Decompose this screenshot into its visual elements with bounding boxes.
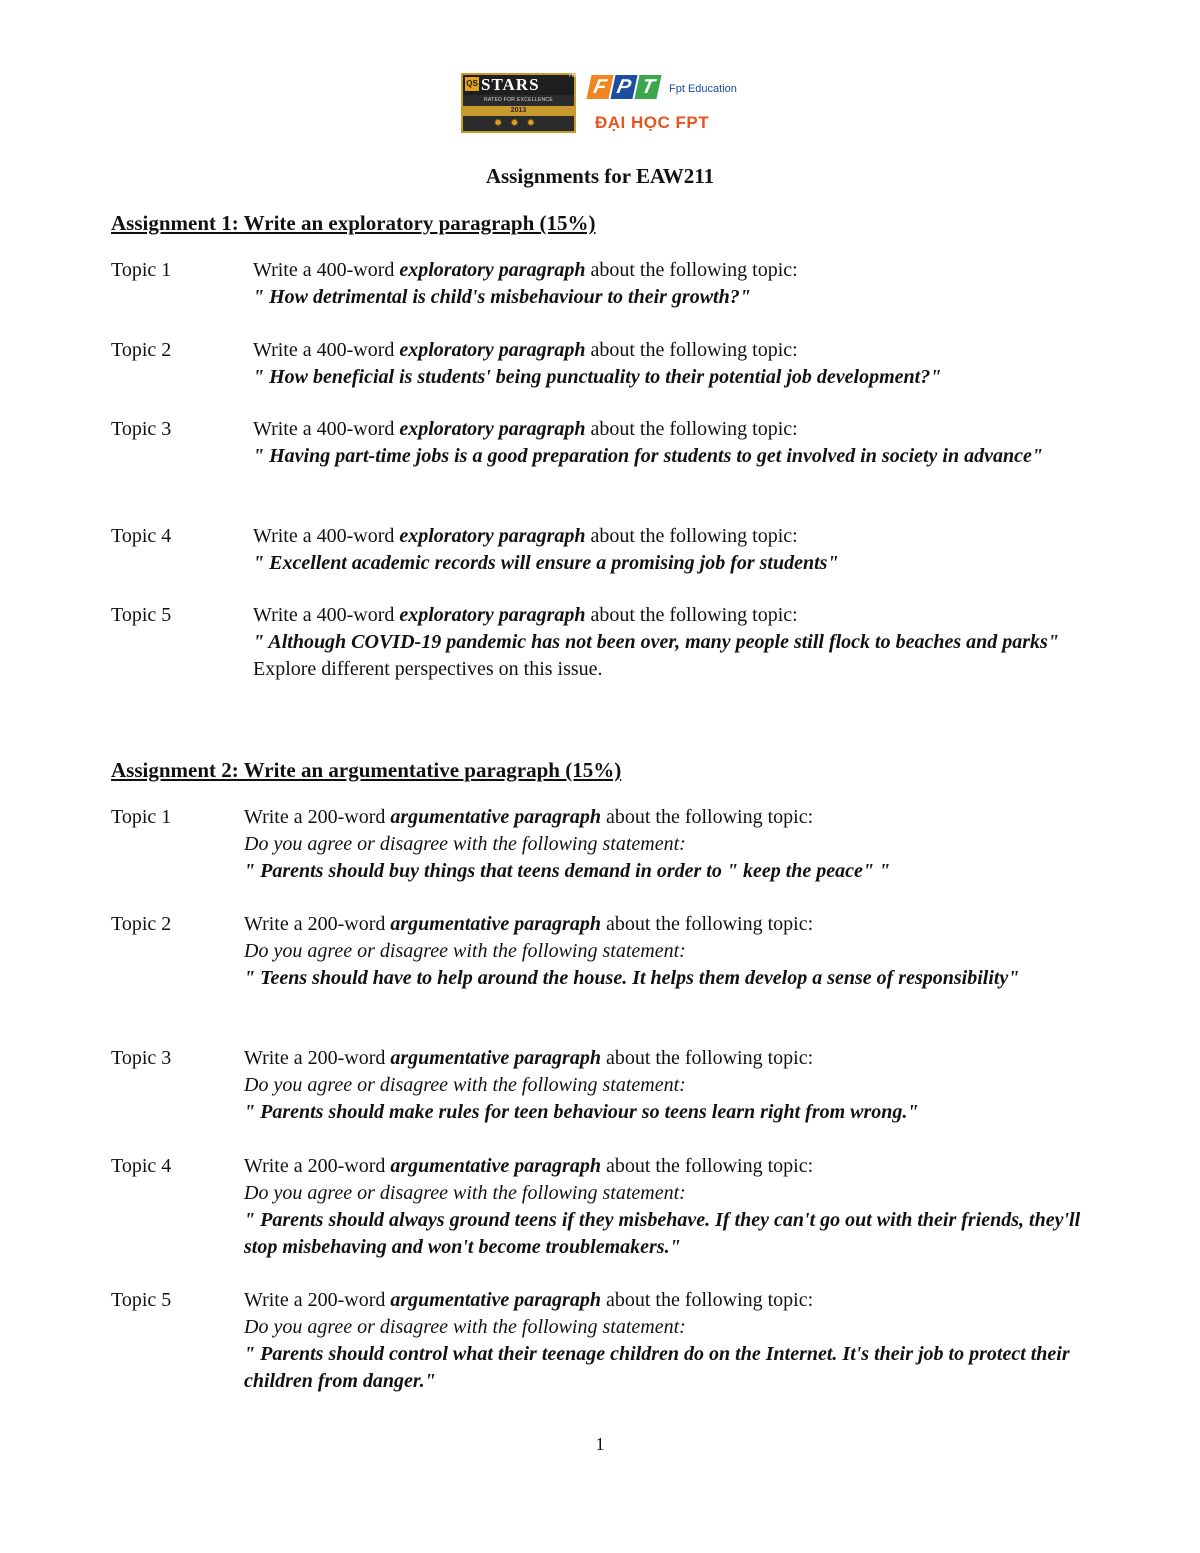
instruction-suffix: about the following topic: bbox=[600, 913, 814, 935]
instruction-prefix: Write a 200-word bbox=[244, 1155, 391, 1177]
topic-label: Topic 1 bbox=[111, 259, 172, 281]
topic-quote: " Parents should control what their teenage children do on the Internet. It's their job to protect their children from danger." bbox=[244, 1343, 1070, 1392]
instruction-suffix: about the following topic: bbox=[585, 339, 798, 361]
topic-label: Topic 2 bbox=[111, 913, 172, 935]
topic-body bbox=[244, 1153, 1091, 1261]
page-title: Assignments for EAW211 bbox=[485, 164, 715, 188]
instruction-emphasis: argumentative paragraph bbox=[390, 1155, 601, 1177]
topic-quote: " Excellent academic records will ensure a promising job for students" bbox=[253, 552, 839, 574]
topic-prompt: Do you agree or disagree with the following statement: bbox=[244, 940, 686, 962]
header-logos bbox=[461, 73, 751, 135]
topic-instruction bbox=[244, 1153, 1091, 1180]
instruction-suffix: about the following topic: bbox=[600, 1047, 814, 1069]
qs-star-icons: ✹✹✹ bbox=[493, 118, 544, 129]
instruction-suffix: about the following topic: bbox=[585, 604, 798, 626]
fpt-letter-p: P bbox=[610, 75, 637, 99]
fpt-letter-blocks bbox=[589, 75, 661, 101]
qs-stars-logo bbox=[461, 73, 576, 133]
instruction-emphasis: argumentative paragraph bbox=[390, 1289, 601, 1311]
topic-instruction bbox=[253, 337, 1091, 364]
qs-trademark: TM bbox=[568, 73, 577, 79]
fpt-logo bbox=[589, 73, 749, 133]
topic-instruction bbox=[244, 1287, 1091, 1314]
fpt-university-text: ĐẠI HỌC FPT bbox=[595, 113, 710, 132]
topic-body bbox=[253, 416, 1091, 470]
topic-quote: " Teens should have to help around the house. It helps them develop a sense of responsibility" bbox=[244, 967, 1020, 989]
topic-instruction bbox=[244, 1045, 1091, 1072]
instruction-emphasis: exploratory paragraph bbox=[399, 259, 586, 281]
topic-quote: " Parents should always ground teens if they misbehave. If they can't go out with their friends, they'll stop misbehaving and won't become troublemakers." bbox=[244, 1209, 1081, 1258]
topic-label: Topic 5 bbox=[111, 1289, 172, 1311]
topic-quote: " How beneficial is students' being punctuality to their potential job development?" bbox=[253, 366, 942, 388]
instruction-prefix: Write a 200-word bbox=[244, 1289, 391, 1311]
instruction-suffix: about the following topic: bbox=[600, 806, 814, 828]
topic-instruction bbox=[253, 602, 1091, 629]
qs-rated-text: RATED FOR EXCELLENCE bbox=[484, 97, 553, 103]
topic-label: Topic 1 bbox=[111, 806, 172, 828]
topic-label: Topic 3 bbox=[111, 1047, 172, 1069]
instruction-emphasis: argumentative paragraph bbox=[390, 1047, 601, 1069]
topic-instruction bbox=[244, 911, 1091, 938]
instruction-prefix: Write a 400-word bbox=[253, 339, 400, 361]
fpt-letter-t: T bbox=[634, 75, 661, 99]
topic-label: Topic 4 bbox=[111, 525, 172, 547]
qs-badge: QS bbox=[465, 77, 479, 91]
topic-quote: " Having part-time jobs is a good preparation for students to get involved in society in advance" bbox=[253, 445, 1043, 467]
instruction-emphasis: argumentative paragraph bbox=[390, 806, 601, 828]
topic-quote: " Parents should buy things that teens demand in order to " keep the peace" " bbox=[244, 860, 891, 882]
topic-note: Explore different perspectives on this issue. bbox=[253, 658, 603, 680]
topic-body bbox=[253, 602, 1091, 683]
page-number: 1 bbox=[595, 1434, 605, 1454]
topic-label: Topic 3 bbox=[111, 418, 172, 440]
topic-prompt: Do you agree or disagree with the following statement: bbox=[244, 1182, 686, 1204]
topic-body bbox=[244, 911, 1091, 992]
instruction-prefix: Write a 400-word bbox=[253, 604, 400, 626]
topic-label: Topic 5 bbox=[111, 604, 172, 626]
instruction-emphasis: exploratory paragraph bbox=[399, 604, 586, 626]
topic-label: Topic 2 bbox=[111, 339, 172, 361]
instruction-emphasis: argumentative paragraph bbox=[390, 913, 601, 935]
topic-prompt: Do you agree or disagree with the following statement: bbox=[244, 1074, 686, 1096]
instruction-prefix: Write a 200-word bbox=[244, 806, 391, 828]
qs-stars-text: STARS bbox=[481, 75, 540, 94]
instruction-suffix: about the following topic: bbox=[585, 418, 798, 440]
topic-body bbox=[253, 523, 1091, 577]
topic-instruction bbox=[253, 257, 1091, 284]
topic-instruction bbox=[253, 523, 1091, 550]
topic-prompt: Do you agree or disagree with the following statement: bbox=[244, 833, 686, 855]
topic-prompt: Do you agree or disagree with the following statement: bbox=[244, 1316, 686, 1338]
topic-instruction bbox=[244, 804, 1091, 831]
topic-body bbox=[253, 257, 1091, 311]
topic-body bbox=[244, 1045, 1091, 1126]
instruction-prefix: Write a 200-word bbox=[244, 1047, 391, 1069]
qs-year: 2013 bbox=[463, 106, 574, 116]
assignment-2-heading: Assignment 2: Write an argumentative paragraph (15%) bbox=[111, 758, 622, 782]
topic-body bbox=[253, 337, 1091, 391]
instruction-suffix: about the following topic: bbox=[585, 259, 798, 281]
instruction-emphasis: exploratory paragraph bbox=[399, 525, 586, 547]
instruction-suffix: about the following topic: bbox=[585, 525, 798, 547]
instruction-suffix: about the following topic: bbox=[600, 1155, 814, 1177]
topic-body bbox=[244, 804, 1091, 885]
fpt-education-text: Fpt Education bbox=[669, 83, 737, 95]
topic-instruction bbox=[253, 416, 1091, 443]
instruction-suffix: about the following topic: bbox=[600, 1289, 814, 1311]
topic-body bbox=[244, 1287, 1091, 1395]
fpt-letter-f: F bbox=[586, 75, 613, 99]
instruction-prefix: Write a 400-word bbox=[253, 525, 400, 547]
instruction-prefix: Write a 400-word bbox=[253, 259, 400, 281]
instruction-emphasis: exploratory paragraph bbox=[399, 339, 586, 361]
topic-quote: " Parents should make rules for teen behaviour so teens learn right from wrong." bbox=[244, 1101, 919, 1123]
topic-label: Topic 4 bbox=[111, 1155, 172, 1177]
topic-quote: " How detrimental is child's misbehaviour to their growth?" bbox=[253, 286, 751, 308]
instruction-prefix: Write a 200-word bbox=[244, 913, 391, 935]
assignment-1-heading: Assignment 1: Write an exploratory paragraph (15%) bbox=[111, 211, 596, 235]
instruction-emphasis: exploratory paragraph bbox=[399, 418, 586, 440]
instruction-prefix: Write a 400-word bbox=[253, 418, 400, 440]
topic-quote: " Although COVID-19 pandemic has not been over, many people still flock to beaches and parks" bbox=[253, 631, 1059, 653]
